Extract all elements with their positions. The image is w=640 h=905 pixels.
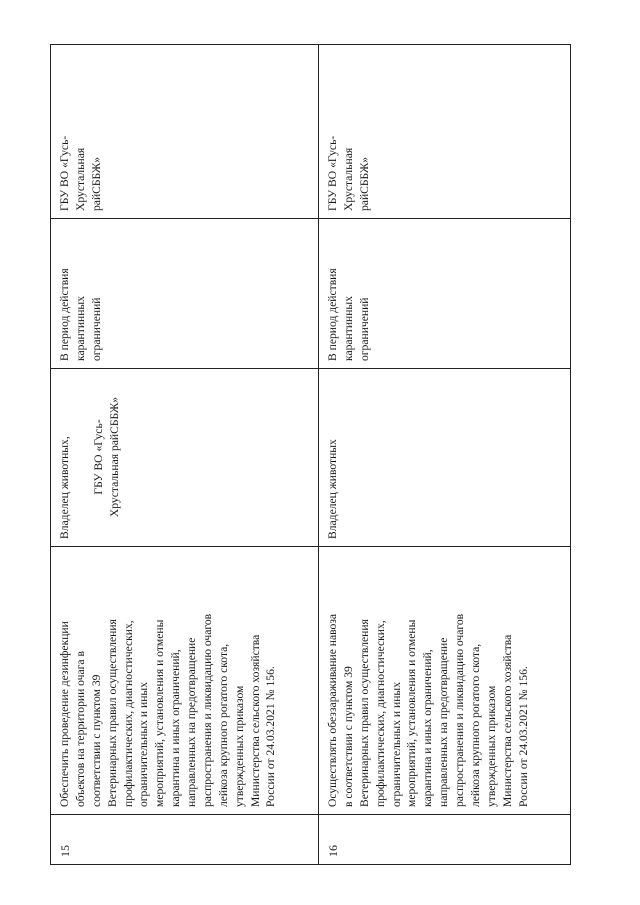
- executor-text: ГБУ ВО «Гусь- Хрустальная райСББЖ»: [51, 45, 319, 219]
- measure-text: Осуществлять обеззараживание навоза в соответствии с пунктом 39 Ветеринарных правил осуществления профилактических, диагностических, ограничительных и иных мероприятий, установления и отмены карантина и иных ограничений, направленных на предотвращение распространения и ликвидацию очагов лейкоза крупного рогатого скота, утвержденных приказом Министерства сельского хозяйства России от 24.03.2021 № 156.: [319, 547, 571, 815]
- row-number: 16: [319, 815, 571, 865]
- term-text: В период действия карантинных ограничений: [319, 219, 571, 369]
- measures-table: [50, 44, 571, 865]
- responsible-text: Владелец животных,: [58, 436, 71, 539]
- term-text: В период действия карантинных ограничений: [51, 219, 319, 369]
- table-row: [319, 45, 571, 865]
- executor-text: ГБУ ВО «Гусь- Хрустальная райСББЖ»: [319, 45, 571, 219]
- responsible-org-text: ГБУ ВО «Гусь- Хрустальная райСББЖ»: [91, 396, 121, 518]
- responsible-cell: [51, 369, 319, 547]
- row-number: 15: [51, 815, 319, 865]
- responsible-cell: [319, 369, 571, 547]
- measure-text: Обеспечить проведение дезинфекции объектов на территории очага в соответствии с пунктом 39 Ветеринарных правил осуществления профилактических, диагностических, ограничительных и иных мероприятий, установления и отмены карантина и иных ограничений, направленных на предотвращение распространения и ликвидацию очагов лейкоза крупного рогатого скота, утвержденных приказом Министерства сельского хозяйства России от 24.03.2021 № 156.: [51, 547, 319, 815]
- responsible-text: Владелец животных: [326, 439, 339, 539]
- table-row: [51, 45, 319, 865]
- rotated-page: [50, 45, 570, 865]
